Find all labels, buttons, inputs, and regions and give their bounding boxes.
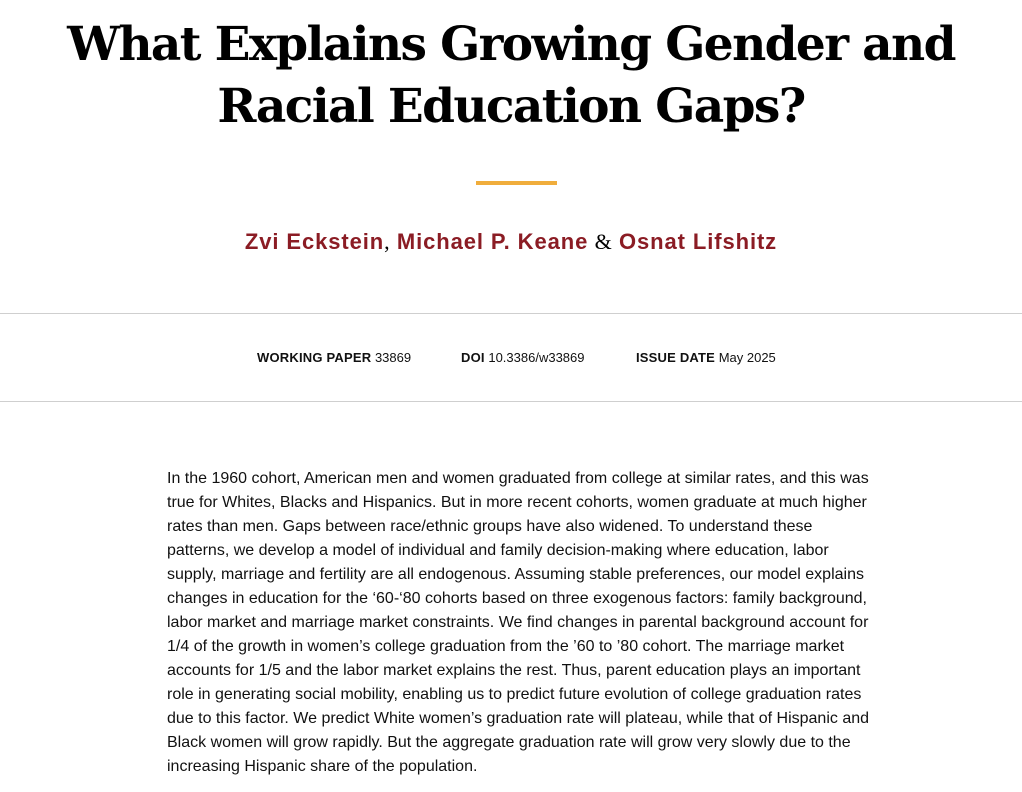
author-separator: , xyxy=(384,229,397,254)
author-separator: & xyxy=(588,229,620,254)
doi-value: 10.3386/w33869 xyxy=(488,350,585,365)
title-accent-rule xyxy=(476,181,557,185)
working-paper-number xyxy=(257,349,411,367)
issue-date xyxy=(636,349,776,367)
author-link-eckstein[interactable]: Zvi Eckstein xyxy=(244,229,385,254)
author-link-lifshitz[interactable]: Osnat Lifshitz xyxy=(619,229,778,254)
abstract-text: In the 1960 cohort, American men and women graduated from college at similar rates, and this was true for Whites, Blacks and Hispanics. But in more recent cohorts, women graduate at much higher rates than men. Gaps between race/ethnic groups have also widened. To understand these patterns, we develop a model of individual and family decision-making where education, labor supply, marriage and fertility are all endogenous. Assuming stable preferences, our model explains changes in education for the ‘60-‘80 cohorts based on three exogenous factors: family background, labor market and marriage market constraints. We find changes in parental background account for 1/4 of the growth in women’s college graduation from the ’60 to ’80 cohort. The marriage market accounts for 1/5 and the labor market explains the rest. Thus, parent education plays an important role in generating social mobility, enabling us to predict future evolution of college graduation rates due to this factor. We predict White women’s graduation rate will plateau, while that of Hispanic and Black women will grow rapidly. But the aggregate graduation rate will grow very slowly due to the increasing Hispanic share of the population. xyxy=(167,470,870,775)
paper-metadata-bar xyxy=(0,313,1022,402)
doi xyxy=(461,349,585,367)
working-paper-value: 33869 xyxy=(374,350,412,365)
doi-label: DOI xyxy=(461,350,485,365)
author-link-keane[interactable]: Michael P. Keane xyxy=(396,229,589,254)
issue-date-value: May 2025 xyxy=(718,350,776,365)
page-title: What Explains Growing Gender and Racial Education Gaps? xyxy=(67,17,955,134)
author-list xyxy=(0,226,1022,258)
issue-date-label: ISSUE DATE xyxy=(636,350,716,365)
working-paper-label: WORKING PAPER xyxy=(257,350,372,365)
